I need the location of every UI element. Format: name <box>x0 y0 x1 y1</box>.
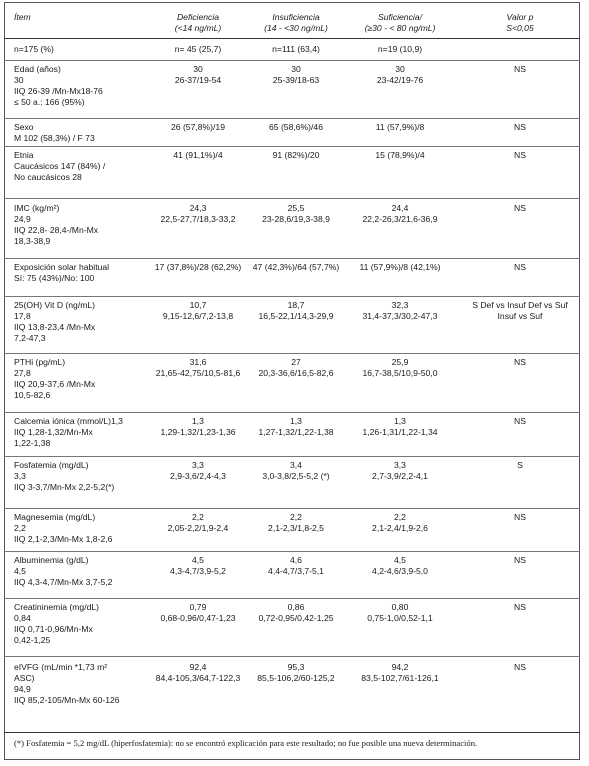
cell-valor-p <box>468 357 572 368</box>
header-suficiencia: Suficiencia/ (≥30 - < 80 ng/mL) <box>364 12 436 33</box>
cell-line: 2,2 <box>192 512 204 522</box>
cell-line: 11 (57,9%)/8 <box>375 122 425 132</box>
cell-line: Magnesemia (mg/dL) <box>14 512 96 522</box>
cell-line: 17 (37,8%)/28 (62,2%) <box>154 262 242 272</box>
cell-deficiencia <box>150 602 246 624</box>
cell-line: 30 <box>14 75 24 85</box>
cell-deficiencia <box>150 64 246 86</box>
cell-line: 31,4-37,3/30,2-47,3 <box>362 311 438 321</box>
cell-line: 15 (78,9%)/4 <box>375 150 425 160</box>
cell-line: NS <box>514 203 526 213</box>
cell-line: n=19 (10,9) <box>377 44 423 54</box>
cell-valor-p <box>468 262 572 273</box>
cell-deficiencia <box>150 262 246 273</box>
cell-line: 20,3-36,6/16,5-82,6 <box>258 368 334 378</box>
cell-line: NS <box>514 602 526 612</box>
cell-line: IIQ 20,9-37,6 /Mn-Mx <box>14 379 96 389</box>
cell-line: 2,05-2,2/1,9-2,4 <box>167 523 229 533</box>
cell-line: 4,5 <box>394 555 406 565</box>
cell-line: 1,3 <box>394 416 406 426</box>
cell-line: 3,0-3,8/2,5-5,2 (*) <box>262 471 330 481</box>
cell-line: 23-28,6/19,3-38,9 <box>262 214 330 224</box>
cell-line: NS <box>514 555 526 565</box>
row-label <box>14 512 150 545</box>
cell-line: 30 <box>193 64 203 74</box>
cell-valor-p <box>468 122 572 133</box>
cell-line: 3,3 <box>394 460 406 470</box>
row-divider <box>4 551 580 552</box>
cell-line: n= 45 (25,7) <box>174 44 222 54</box>
cell-line: NS <box>514 64 526 74</box>
cell-line: NS <box>514 662 526 672</box>
cell-line: 2,1-2,3/1,8-2,5 <box>268 523 324 533</box>
cell-line: 31,6 <box>189 357 207 367</box>
cell-line: 4,2-4,6/3,9-5,0 <box>372 566 428 576</box>
row-label <box>14 203 150 247</box>
cell-line: 0,75-1,0/0,52-1,1 <box>367 613 433 623</box>
cell-insuficiencia <box>248 300 344 322</box>
cell-insuficiencia <box>248 262 344 273</box>
header-valor-p: Valor p S<0,05 <box>506 12 534 33</box>
row-label <box>14 64 150 108</box>
cell-line: 3,3 <box>192 460 204 470</box>
cell-valor-p <box>468 300 572 322</box>
row-divider <box>4 118 580 119</box>
cell-insuficiencia <box>248 44 344 55</box>
cell-line: 94,9 <box>14 684 31 694</box>
cell-line: 25,9 <box>391 357 409 367</box>
cell-line: NS <box>514 150 526 160</box>
cell-line: 1,3 <box>192 416 204 426</box>
cell-line: 27,8 <box>14 368 31 378</box>
cell-line: Exposición solar habitual <box>14 262 110 272</box>
cell-line: IIQ 3-3,7/Mn-Mx 2,2-5,2(*) <box>14 482 115 492</box>
cell-deficiencia <box>150 460 246 482</box>
cell-deficiencia <box>150 300 246 322</box>
cell-line: Creatininemia (mg/dL) <box>14 602 100 612</box>
header-divider <box>4 38 580 39</box>
cell-line: 30 <box>395 64 405 74</box>
cell-line: No caucásicos 28 <box>14 172 82 182</box>
cell-insuficiencia <box>248 460 344 482</box>
cell-line: 2,7-3,9/2,2-4,1 <box>372 471 428 481</box>
row-divider <box>4 508 580 509</box>
row-divider <box>4 258 580 259</box>
cell-line: S <box>517 460 523 470</box>
cell-line: IIQ 1,28-1,32/Mn-Mx <box>14 427 93 437</box>
cell-deficiencia <box>150 555 246 577</box>
cell-line: 25,5 <box>287 203 305 213</box>
cell-line: n=175 (%) <box>14 44 54 54</box>
cell-line: 23-42/19-76 <box>376 75 424 85</box>
footer-divider <box>4 732 580 733</box>
cell-suficiencia <box>352 512 448 534</box>
cell-valor-p <box>468 150 572 161</box>
cell-line: NS <box>514 416 526 426</box>
cell-line: 18,3-38,9 <box>14 236 51 246</box>
cell-line: M 102 (58,3%) / F 73 <box>14 133 95 143</box>
cell-line: IIQ 22,8- 28,4-/Mn-Mx <box>14 225 99 235</box>
row-divider <box>4 60 580 61</box>
cell-line: Albuminemia (g/dL) <box>14 555 89 565</box>
cell-line: 30 <box>291 64 301 74</box>
cell-suficiencia <box>352 416 448 438</box>
cell-suficiencia <box>352 203 448 225</box>
cell-suficiencia <box>352 122 448 133</box>
cell-line: Caucásicos 147 (84%) / <box>14 161 106 171</box>
cell-line: 18,7 <box>287 300 305 310</box>
row-label <box>14 44 150 55</box>
cell-line: NS <box>514 122 526 132</box>
cell-line: 2,2 <box>290 512 302 522</box>
cell-line: Insuf vs Suf <box>497 311 543 321</box>
cell-suficiencia <box>352 460 448 482</box>
cell-line: 65 (58,6%)/46 <box>269 122 323 132</box>
cell-deficiencia <box>150 122 246 133</box>
cell-line: 41 (91,1%)/4 <box>173 150 223 160</box>
cell-line: Calcemia iónica (mmol/L)1,3 <box>14 416 123 426</box>
cell-line: NS <box>514 512 526 522</box>
cell-line: S Def vs Insuf Def vs Suf <box>472 300 568 310</box>
cell-line: 1,29-1,32/1,23-1,36 <box>160 427 236 437</box>
cell-insuficiencia <box>248 203 344 225</box>
cell-suficiencia <box>352 262 448 273</box>
cell-line: Sexo <box>14 122 34 132</box>
header-item: Ítem <box>14 12 31 22</box>
cell-line: 22,2-26,3/21,6-36,9 <box>362 214 438 224</box>
row-label <box>14 602 150 646</box>
cell-line: n=111 (63,4) <box>272 44 320 54</box>
cell-line: NS <box>514 262 526 272</box>
cell-line: 27 <box>291 357 301 367</box>
cell-line: IIQ 26-39 /Mn-Mx18-76 <box>14 86 103 96</box>
cell-insuficiencia <box>248 602 344 624</box>
cell-line: 1,26-1,31/1,22-1,34 <box>362 427 438 437</box>
cell-line: 9,15-12,6/7,2-13,8 <box>162 311 234 321</box>
row-divider <box>4 598 580 599</box>
cell-suficiencia <box>352 555 448 577</box>
cell-line: 92,4 <box>189 662 207 672</box>
cell-line: 16,5-22,1/14,3-29,9 <box>258 311 334 321</box>
cell-line: 3,4 <box>290 460 302 470</box>
cell-line: IIQ 85,2-105/Mn-Mx 60-126 <box>14 695 120 705</box>
cell-line: ≤ 50 a.: 166 (95%) <box>14 97 85 107</box>
cell-line: 22,5-27,7/18,3-33,2 <box>160 214 236 224</box>
cell-deficiencia <box>150 203 246 225</box>
cell-line: 16,7-38,5/10,9-50,0 <box>362 368 438 378</box>
cell-line: NS <box>514 357 526 367</box>
row-divider <box>4 198 580 199</box>
row-divider <box>4 146 580 147</box>
cell-line: 0,80 <box>391 602 409 612</box>
cell-line: IIQ 4,3-4,7/Mn-Mx 3,7-5,2 <box>14 577 113 587</box>
row-label <box>14 662 150 706</box>
row-divider <box>4 353 580 354</box>
cell-valor-p <box>468 203 572 214</box>
cell-line: 84,4-105,3/64,7-122,3 <box>155 673 241 683</box>
cell-line: 26-37/19-54 <box>174 75 222 85</box>
header-deficiencia: Deficiencia (<14 ng/mL) <box>174 12 222 33</box>
cell-line: 0,72-0,95/0,42-1,25 <box>258 613 334 623</box>
cell-line: 47 (42,3%)/64 (57,7%) <box>252 262 340 272</box>
cell-line: 94,2 <box>391 662 409 672</box>
cell-line: 4,5 <box>14 566 26 576</box>
cell-line: 26 (57,8%)/19 <box>171 122 225 132</box>
cell-line: 0,68-0,96/0,47-1,23 <box>160 613 236 623</box>
cell-deficiencia <box>150 44 246 55</box>
cell-line: 2,2 <box>394 512 406 522</box>
row-label <box>14 460 150 493</box>
cell-line: 17,8 <box>14 311 31 321</box>
cell-deficiencia <box>150 416 246 438</box>
row-label <box>14 150 150 183</box>
cell-line: 91 (82%)/20 <box>272 150 320 160</box>
cell-deficiencia <box>150 512 246 534</box>
row-label <box>14 122 150 144</box>
cell-insuficiencia <box>248 64 344 86</box>
cell-line: eIVFG (mL/min *1,73 m² <box>14 662 108 672</box>
cell-line: ASC) <box>14 673 35 683</box>
cell-line: 1,27-1,32/1,22-1,38 <box>258 427 334 437</box>
cell-line: 0,84 <box>14 613 31 623</box>
cell-suficiencia <box>352 44 448 55</box>
cell-line: 4,6 <box>290 555 302 565</box>
cell-line: 32,3 <box>391 300 409 310</box>
cell-insuficiencia <box>248 512 344 534</box>
row-divider <box>4 412 580 413</box>
cell-line: 11 (57,9%)/8 (42,1%) <box>359 262 441 272</box>
cell-insuficiencia <box>248 122 344 133</box>
cell-valor-p <box>468 64 572 75</box>
cell-line: Sí: 75 (43%)/No: 100 <box>14 273 95 283</box>
cell-line: 2,2 <box>14 523 26 533</box>
cell-line: 1,22-1,38 <box>14 438 51 448</box>
cell-line: 95,3 <box>287 662 305 672</box>
cell-valor-p <box>468 662 572 673</box>
cell-deficiencia <box>150 357 246 379</box>
cell-suficiencia <box>352 357 448 379</box>
cell-valor-p <box>468 602 572 613</box>
row-label <box>14 262 150 284</box>
cell-line: 4,5 <box>192 555 204 565</box>
cell-suficiencia <box>352 150 448 161</box>
cell-insuficiencia <box>248 357 344 379</box>
cell-line: 24,3 <box>189 203 207 213</box>
cell-suficiencia <box>352 300 448 322</box>
cell-line: PTHi (pg/mL) <box>14 357 66 367</box>
row-label <box>14 555 150 588</box>
cell-line: IMC (kg/m²) <box>14 203 60 213</box>
cell-line: 85,5-106,2/60-125,2 <box>257 673 335 683</box>
cell-line: 4,4-4,7/3,7-5,1 <box>268 566 324 576</box>
cell-valor-p <box>468 460 572 471</box>
row-label <box>14 416 150 449</box>
cell-line: 24,9 <box>14 214 31 224</box>
cell-line: Fosfatemia (mg/dL) <box>14 460 89 470</box>
cell-line: 4,3-4,7/3,9-5,2 <box>170 566 226 576</box>
cell-insuficiencia <box>248 662 344 684</box>
cell-line: 25(OH) Vit D (ng/mL) <box>14 300 96 310</box>
cell-line: IIQ 13,8-23,4 /Mn-Mx <box>14 322 96 332</box>
footnote: (*) Fosfatemia = 5,2 mg/dL (hiperfosfatemia): no se encontró explicación para este resultado; no fue posible una nueva determinación. <box>14 738 478 748</box>
cell-insuficiencia <box>248 150 344 161</box>
row-label <box>14 300 150 344</box>
cell-line: 7,2-47,3 <box>14 333 46 343</box>
cell-line: 0,86 <box>287 602 305 612</box>
cell-suficiencia <box>352 64 448 86</box>
row-divider <box>4 656 580 657</box>
cell-deficiencia <box>150 662 246 684</box>
cell-insuficiencia <box>248 416 344 438</box>
cell-line: 1,3 <box>290 416 302 426</box>
cell-line: 10,5-82,6 <box>14 390 51 400</box>
cell-line: 83,5-102,7/61-126,1 <box>361 673 439 683</box>
cell-line: 10,7 <box>189 300 207 310</box>
cell-line: 0,79 <box>189 602 207 612</box>
header-insuficiencia: Insuficiencia (14 - <30 ng/mL) <box>264 12 328 33</box>
cell-line: 0,42-1,25 <box>14 635 51 645</box>
cell-valor-p <box>468 416 572 427</box>
cell-line: Edad (años) <box>14 64 61 74</box>
cell-line: 2,1-2,4/1,9-2,6 <box>372 523 428 533</box>
cell-line: IIQ 2,1-2,3/Mn-Mx 1,8-2,6 <box>14 534 113 544</box>
cell-line: 2,9-3,6/2,4-4,3 <box>170 471 226 481</box>
cell-line: Etnia <box>14 150 34 160</box>
cell-line: 25-39/18-63 <box>272 75 320 85</box>
cell-line: 3,3 <box>14 471 26 481</box>
cell-insuficiencia <box>248 555 344 577</box>
row-divider <box>4 296 580 297</box>
cell-valor-p <box>468 555 572 566</box>
cell-line: 21,65-42,75/10,5-81,6 <box>155 368 241 378</box>
row-divider <box>4 456 580 457</box>
row-label <box>14 357 150 401</box>
cell-line: 24,4 <box>391 203 409 213</box>
cell-suficiencia <box>352 602 448 624</box>
cell-line: IIQ 0,71-0,96/Mn-Mx <box>14 624 93 634</box>
cell-valor-p <box>468 512 572 523</box>
cell-deficiencia <box>150 150 246 161</box>
cell-suficiencia <box>352 662 448 684</box>
